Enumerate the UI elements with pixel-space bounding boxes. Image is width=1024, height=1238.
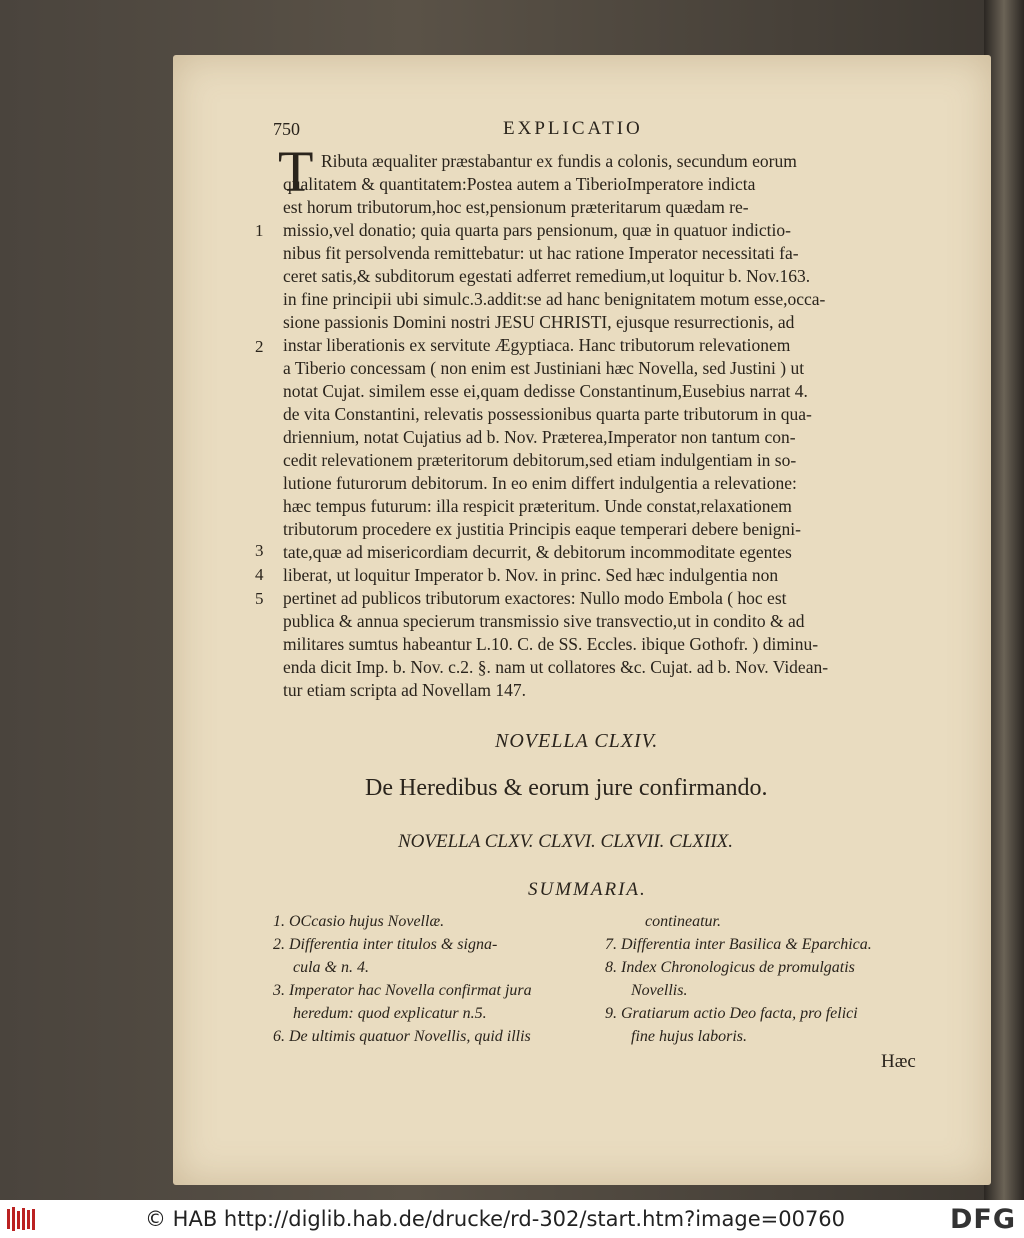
hab-logo-icon [6,1206,36,1232]
summary-item: contineatur. [645,913,721,930]
margin-number: 5 [255,589,264,608]
summary-item: 1. OCcasio hujus Novellæ. [273,913,445,930]
novellae-title: NOVELLA CLXV. CLXVI. CLXVII. CLXIIX. [398,831,733,852]
body-line: nibus fit persolvenda remittebatur: ut hac ratione Imperator necessitati fa- [283,243,799,263]
body-line: pertinet ad publicos tributorum exactores: Nullo modo Embola ( hoc est [283,588,787,608]
body-line: qualitatem & quantitatem:Postea autem a TiberioImperatore indicta [283,174,756,194]
footer-link[interactable]: © HAB http://diglib.hab.de/drucke/rd-302/start.htm?image=00760 [145,1207,846,1231]
body-line: tur etiam scripta ad Novellam 147. [283,680,526,700]
summary-item: 6. De ultimis quatuor Novellis, quid illis [273,1028,531,1045]
margin-number: 3 [255,541,264,560]
body-line: tate,quæ ad misericordiam decurrit, & debitorum incommoditate egentes [283,542,792,562]
body-line: driennium, notat Cujatius ad b. Nov. Præterea,Imperator non tantum con- [283,427,796,447]
body-line: sione passionis Domini nostri JESU CHRISTI, ejusque resurrectionis, ad [283,312,795,332]
catchword: Hæc [881,1051,916,1072]
drop-capital: T [278,139,314,204]
book-page [173,55,991,1185]
margin-number: 2 [255,337,264,356]
body-line: publica & annua specierum transmissio sive transvectio,ut in condito & ad [283,611,805,631]
dfg-logo: DFG [949,1204,1016,1235]
summary-item: fine hujus laboris. [631,1028,748,1045]
margin-number: 1 [255,221,264,240]
page-number: 750 [273,119,300,139]
running-head: EXPLICATIO [503,118,643,139]
body-line: ceret satis,& subditorum egestati adferret remedium,ut loquitur b. Nov.163. [283,266,811,286]
body-line: liberat, ut loquitur Imperator b. Nov. in princ. Sed hæc indulgentia non [283,565,779,585]
footer-bar [0,1200,1024,1238]
body-line: notat Cujat. similem esse ei,quam dedisse Constantinum,Eusebius narrat 4. [283,381,808,401]
body-line: missio,vel donatio; quia quarta pars pensionum, quæ in quatuor indictio- [283,220,791,240]
body-line: in fine principii ubi simulc.3.addit:se ad hanc benignitatem motum esse,occa- [283,289,826,309]
body-line: cedit relevationem præteritorum debitorum,sed etiam indulgentiam in so- [283,450,797,470]
body-line: militares sumtus habeantur L.10. C. de SS. Eccles. ibique Gothofr. ) diminu- [283,634,819,654]
novella-heading: De Heredibus & eorum jure confirmando. [365,775,768,801]
body-line: de vita Constantini, relevatis possessionibus quarta parte tributorum in qua- [283,404,812,424]
body-line: lutione futurorum debitorum. In eo enim differt indulgentia a relevatione: [283,473,797,493]
summary-item: Novellis. [631,982,688,999]
summary-item: heredum: quod explicatur n.5. [293,1005,487,1022]
summary-item: 8. Index Chronologicus de promulgatis [605,959,855,976]
body-line: est horum tributorum,hoc est,pensionum præteritarum quædam re- [283,197,749,217]
summary-item: 3. Imperator hac Novella confirmat jura [273,982,532,999]
summaria-title: SUMMARIA. [528,879,647,900]
body-line: hæc tempus futurum: illa respicit præteritum. Unde constat,relaxationem [283,496,792,516]
body-line: instar liberationis ex servitute Ægyptiaca. Hanc tributorum relevationem [283,335,791,355]
body-line: a Tiberio concessam ( non enim est Justiniani hæc Novella, sed Justini ) ut [283,358,805,378]
novella-title: NOVELLA CLXIV. [495,730,659,752]
summary-item: cula & n. 4. [293,959,369,976]
body-line: tributorum procedere ex justitia Principis eaque temperari debere benigni- [283,519,802,539]
summary-item: 7. Differentia inter Basilica & Eparchica. [605,936,872,953]
summary-item: 2. Differentia inter titulos & signa- [273,936,498,953]
body-line: Ributa æqualiter præstabantur ex fundis a colonis, secundum eorum [321,151,797,171]
summary-item: 9. Gratiarum actio Deo facta, pro felici [605,1005,858,1022]
body-line: enda dicit Imp. b. Nov. c.2. §. nam ut collatores &c. Cujat. ad b. Nov. Videan- [283,657,829,677]
margin-number: 4 [255,565,264,584]
